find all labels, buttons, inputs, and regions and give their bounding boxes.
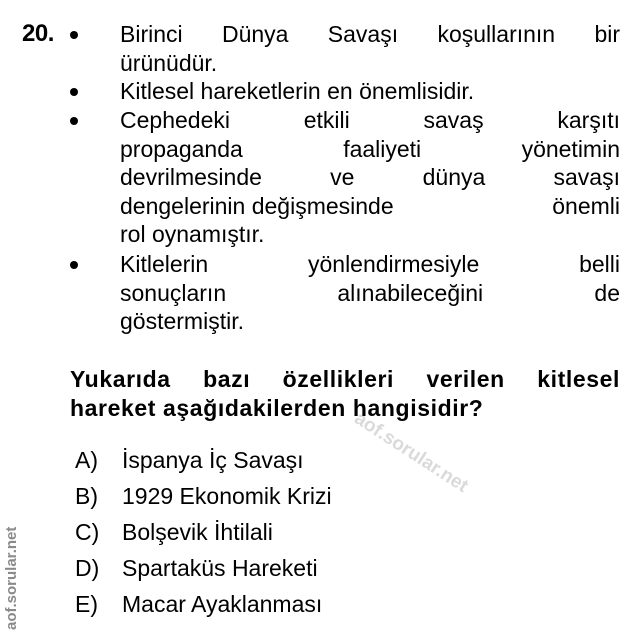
word: propaganda (120, 135, 243, 162)
word: Cephedeki (120, 107, 230, 133)
bullet-dot-icon (70, 261, 78, 269)
bullet-text (120, 20, 620, 77)
question-stem (70, 365, 620, 423)
bullet-dot-icon (70, 117, 78, 125)
option-b[interactable] (75, 482, 332, 510)
text-line (120, 279, 620, 308)
option-c[interactable] (75, 518, 273, 546)
text-line (120, 77, 620, 106)
word: Yukarıda (70, 366, 171, 392)
word: de (594, 279, 620, 306)
text-line (120, 250, 620, 279)
word: belli (579, 251, 620, 277)
word: göstermiştir. (120, 308, 244, 334)
bullet-text (120, 250, 620, 336)
text-line (120, 192, 620, 221)
word: bir (594, 21, 620, 47)
option-e[interactable] (75, 590, 322, 618)
word: koşullarının (437, 21, 556, 47)
option-d[interactable] (75, 554, 318, 582)
option-letter: B) (75, 483, 98, 509)
option-text: Bolşevik İhtilali (122, 519, 273, 545)
option-text: İspanya İç Savaşı (122, 447, 304, 473)
option-letter: C) (75, 519, 100, 545)
word: kitlesel (537, 366, 620, 392)
stem-line: hareket aşağıdakilerden hangisidir? (70, 395, 484, 421)
watermark-diagonal: aof.sorular.net (350, 408, 472, 497)
text-line (120, 106, 620, 135)
word: devrilmesinde (120, 164, 262, 190)
word: Dünya (221, 21, 289, 47)
word: karşıtı (557, 107, 620, 133)
word: Kitlelerin (120, 251, 209, 277)
stem-line (70, 365, 620, 394)
word: önemli (552, 192, 620, 219)
text-line (120, 20, 620, 49)
bullet-dot-icon (70, 88, 78, 96)
word: yönetimin (521, 135, 620, 162)
word: bazı (203, 366, 251, 392)
option-letter: D) (75, 555, 100, 581)
word: etkili (303, 107, 350, 133)
bullet-text (120, 77, 620, 106)
word: ve (330, 164, 355, 190)
text-line (120, 135, 620, 164)
bullet-dot-icon (70, 31, 78, 39)
question-number: 20. (22, 20, 54, 47)
word: faaliyeti (343, 135, 422, 162)
option-letter: E) (75, 591, 98, 617)
watermark-side: aof.sorular.net (3, 526, 20, 630)
word: özellikleri (282, 366, 395, 392)
option-text: 1929 Ekonomik Krizi (122, 483, 332, 509)
word: yönlendirmesiyle (307, 251, 480, 277)
word: savaşı (553, 164, 620, 190)
text-line (120, 49, 620, 78)
word: sonuçların (120, 279, 227, 306)
word: savaş (423, 107, 484, 133)
option-text: Macar Ayaklanması (122, 591, 323, 617)
bullet-text (120, 106, 620, 249)
text-line (120, 307, 620, 336)
word: Kitlesel hareketlerin en önemlisidir. (120, 78, 475, 104)
word: ürünüdür. (120, 49, 218, 76)
word: verilen (426, 366, 505, 392)
word: dünya (422, 164, 486, 190)
word: Birinci (120, 21, 183, 47)
option-a[interactable] (75, 446, 304, 474)
word: rol oynamıştır. (120, 221, 265, 247)
word: alınabileceğini (337, 279, 484, 306)
word: Savaşı (327, 21, 399, 47)
option-letter: A) (75, 447, 98, 473)
text-line (120, 220, 620, 249)
word: dengelerinin değişmesinde (120, 192, 394, 219)
text-line (120, 163, 620, 192)
option-text: Spartaküs Hareketi (122, 555, 318, 581)
